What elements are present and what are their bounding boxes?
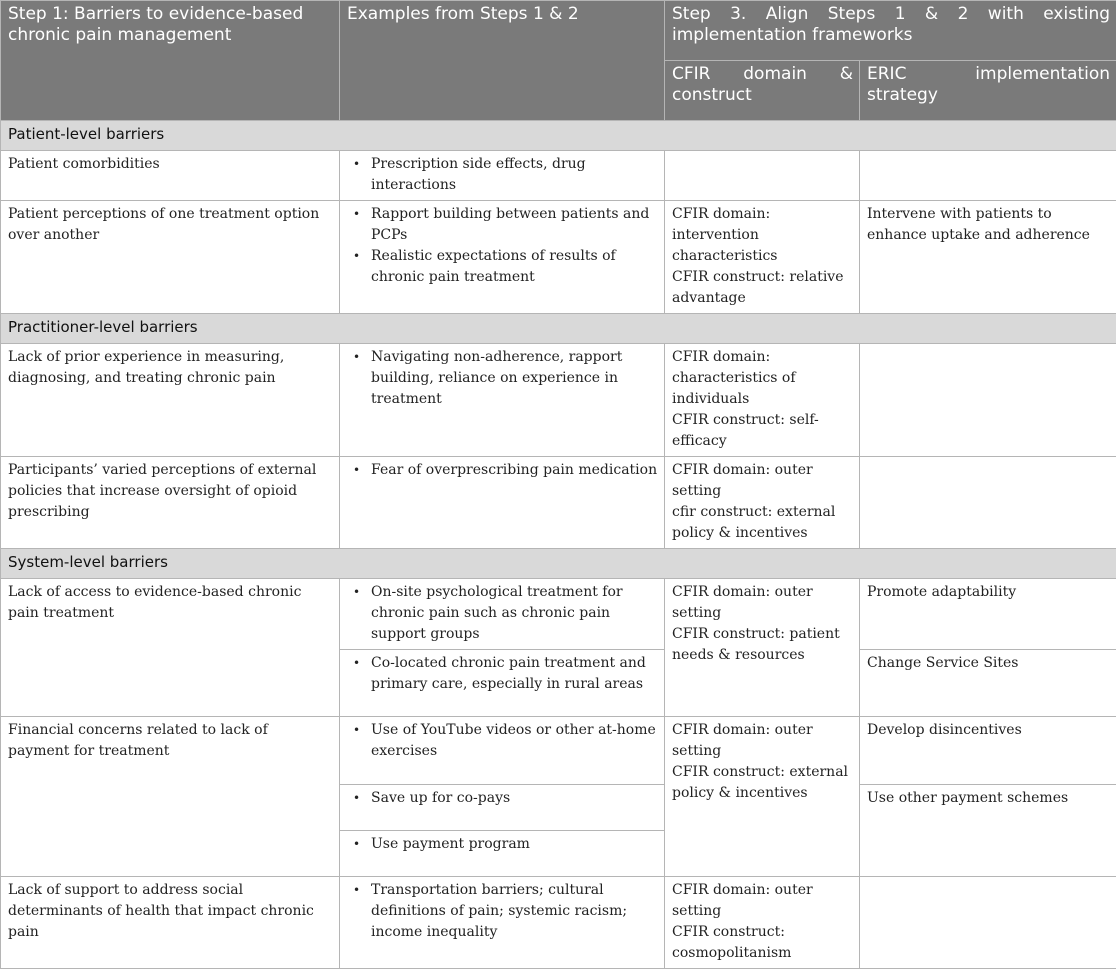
section-practitioner-level: Practitioner-level barriers bbox=[1, 314, 1116, 344]
cfir-cell bbox=[665, 877, 860, 969]
barrier-cell: Lack of prior experience in measuring, diagnosing, and treating chronic pain bbox=[1, 344, 340, 457]
eric-cell: Develop disincentives bbox=[860, 717, 1116, 785]
section-system-level: System-level barriers bbox=[1, 549, 1116, 579]
header-step3: Step 3. Align Steps 1 & 2 with existing implementation frameworks bbox=[665, 1, 1116, 61]
examples-cell bbox=[340, 579, 665, 650]
cfir-construct: CFIR construct: patient needs & resources bbox=[672, 624, 853, 666]
example-item: • Rapport building between patients and PCPs bbox=[371, 204, 658, 246]
header-cfir: CFIR domain & construct bbox=[665, 61, 860, 121]
cfir-construct: CFIR construct: cosmopolitanism bbox=[672, 922, 853, 964]
header-step1: Step 1: Barriers to evidence-based chronic pain management bbox=[1, 1, 340, 121]
cfir-construct: CFIR construct: external policy & incentives bbox=[672, 762, 853, 804]
barrier-cell: Lack of access to evidence-based chronic pain treatment bbox=[1, 579, 340, 717]
example-item: • Realistic expectations of results of chronic pain treatment bbox=[371, 246, 658, 288]
eric-cell bbox=[860, 877, 1116, 969]
cfir-cell bbox=[665, 344, 860, 457]
cfir-construct: CFIR construct: self-efficacy bbox=[672, 410, 853, 452]
eric-cell: Use other payment schemes bbox=[860, 785, 1116, 877]
cfir-domain: CFIR domain: outer setting bbox=[672, 460, 853, 502]
cfir-domain: CFIR domain: outer setting bbox=[672, 880, 853, 922]
eric-cell bbox=[860, 344, 1116, 457]
cfir-cell bbox=[665, 717, 860, 877]
barrier-cell: Participants’ varied perceptions of external policies that increase oversight of opioid prescribing bbox=[1, 457, 340, 549]
header-examples: Examples from Steps 1 & 2 bbox=[340, 1, 665, 121]
examples-cell bbox=[340, 717, 665, 785]
barrier-cell: Financial concerns related to lack of payment for treatment bbox=[1, 717, 340, 877]
cfir-cell bbox=[665, 457, 860, 549]
example-item: • Prescription side effects, drug interactions bbox=[371, 154, 658, 196]
eric-cell: Promote adaptability bbox=[860, 579, 1116, 650]
example-item: • Transportation barriers; cultural definitions of pain; systemic racism; income inequality bbox=[371, 880, 658, 943]
examples-cell bbox=[340, 344, 665, 457]
cfir-cell bbox=[665, 579, 860, 717]
cfir-construct: cfir construct: external policy & incentives bbox=[672, 502, 853, 544]
example-item: • Use of YouTube videos or other at-home exercises bbox=[371, 720, 658, 762]
examples-cell bbox=[340, 457, 665, 549]
example-item: • Navigating non-adherence, rapport building, reliance on experience in treatment bbox=[371, 347, 658, 410]
barrier-cell: Patient comorbidities bbox=[1, 151, 340, 201]
cfir-domain: CFIR domain: intervention characteristics bbox=[672, 204, 853, 267]
example-item: • Save up for co-pays bbox=[371, 788, 658, 809]
examples-cell bbox=[340, 785, 665, 831]
eric-cell: Change Service Sites bbox=[860, 650, 1116, 717]
cfir-domain: CFIR domain: outer setting bbox=[672, 720, 853, 762]
eric-cell bbox=[860, 151, 1116, 201]
example-item: • Fear of overprescribing pain medication bbox=[371, 460, 658, 481]
examples-cell bbox=[340, 650, 665, 717]
header-eric: ERIC implementation strategy bbox=[860, 61, 1116, 121]
example-item: • Use payment program bbox=[371, 834, 658, 855]
cfir-cell bbox=[665, 201, 860, 314]
example-item: • On-site psychological treatment for chronic pain such as chronic pain support groups bbox=[371, 582, 658, 645]
examples-cell bbox=[340, 877, 665, 969]
examples-cell bbox=[340, 201, 665, 314]
barrier-cell: Patient perceptions of one treatment option over another bbox=[1, 201, 340, 314]
cfir-cell bbox=[665, 151, 860, 201]
cfir-domain: CFIR domain: outer setting bbox=[672, 582, 853, 624]
examples-cell bbox=[340, 831, 665, 877]
eric-cell: Intervene with patients to enhance uptake and adherence bbox=[860, 201, 1116, 314]
eric-cell bbox=[860, 457, 1116, 549]
example-item: • Co-located chronic pain treatment and primary care, especially in rural areas bbox=[371, 653, 658, 695]
section-patient-level: Patient-level barriers bbox=[1, 121, 1116, 151]
cfir-domain: CFIR domain: characteristics of individuals bbox=[672, 347, 853, 410]
barrier-cell: Lack of support to address social determinants of health that impact chronic pain bbox=[1, 877, 340, 969]
cfir-construct: CFIR construct: relative advantage bbox=[672, 267, 853, 309]
examples-cell bbox=[340, 151, 665, 201]
